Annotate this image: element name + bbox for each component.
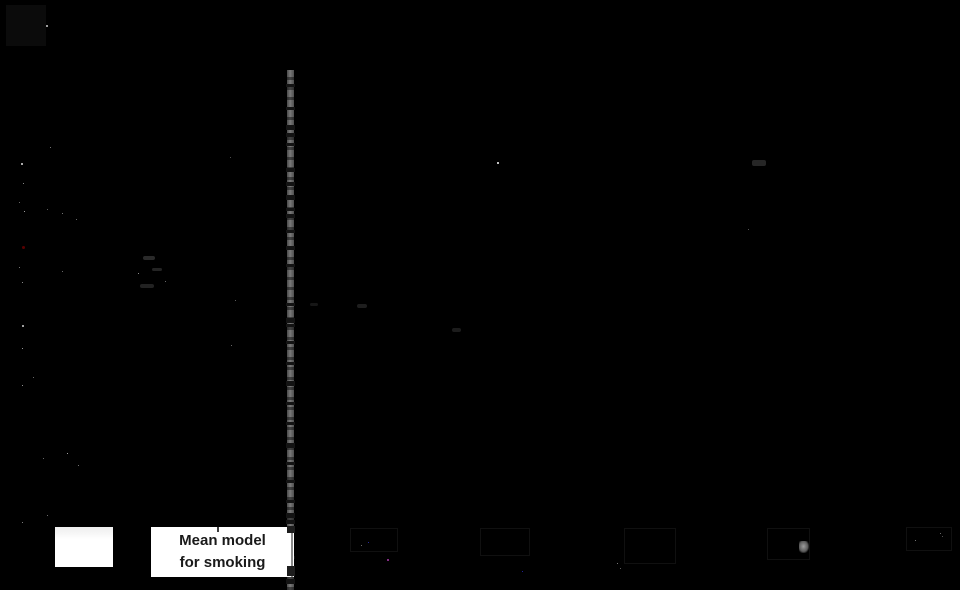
noise-speck — [22, 385, 23, 386]
timeline-tick — [286, 402, 295, 405]
noise-smudge — [310, 303, 318, 306]
timeline-tick — [286, 107, 295, 110]
noise-speck — [617, 563, 618, 564]
timeline-tick — [286, 168, 295, 172]
mean-model-node — [151, 527, 294, 577]
timeline-tick — [286, 362, 295, 365]
noise-speck — [368, 542, 369, 543]
corner-shadow-patch — [6, 5, 46, 46]
node-connector-tick — [217, 527, 219, 532]
timeline-bar — [287, 70, 294, 590]
timeline-tick — [286, 579, 295, 584]
timeline-tick — [286, 143, 295, 146]
ghost-outline-box — [480, 528, 530, 556]
gray-blob-artifact — [799, 541, 809, 553]
timeline-tick — [286, 341, 295, 344]
timeline-tick — [286, 513, 295, 518]
noise-speck — [387, 559, 389, 561]
timeline-tick — [286, 195, 295, 200]
noise-speck — [76, 219, 77, 220]
noise-smudge — [140, 284, 154, 288]
noise-speck — [67, 453, 68, 454]
timeline-tick — [286, 133, 295, 137]
noise-smudge — [357, 304, 367, 308]
noise-speck — [497, 162, 499, 164]
noise-smudge — [152, 268, 162, 271]
noise-speck — [235, 300, 236, 301]
noise-speck — [62, 213, 63, 214]
timeline-tick — [286, 246, 295, 250]
timeline-tick — [286, 214, 295, 218]
noise-speck — [940, 533, 941, 534]
noise-speck — [21, 163, 23, 165]
bar-notch-top — [287, 526, 295, 533]
noise-speck — [47, 209, 48, 210]
noise-speck — [22, 522, 23, 523]
timeline-tick — [286, 303, 295, 306]
noise-speck — [138, 273, 139, 274]
timeline-tick — [286, 125, 295, 130]
noise-speck — [361, 545, 362, 546]
bar-notch-bottom — [287, 566, 295, 576]
timeline-tick — [286, 230, 295, 233]
timeline-tick — [286, 381, 295, 386]
noise-speck — [23, 183, 24, 184]
noise-speck — [78, 465, 79, 466]
timeline-tick — [286, 318, 295, 323]
noise-speck — [165, 281, 166, 282]
noise-speck — [43, 458, 44, 459]
noise-smudge — [143, 256, 155, 260]
timeline-tick — [286, 422, 295, 425]
noise-speck — [46, 25, 48, 27]
blank-white-node — [55, 527, 113, 567]
timeline-tick — [286, 520, 295, 524]
noise-speck — [522, 571, 523, 572]
ghost-outline-box — [906, 527, 952, 551]
timeline-tick — [286, 500, 295, 503]
noise-speck — [748, 229, 749, 230]
mean-model-label-line2: for smoking — [179, 554, 266, 571]
noise-speck — [33, 377, 34, 378]
timeline-tick — [286, 208, 295, 211]
noise-smudge — [452, 328, 461, 332]
ghost-outline-box — [624, 528, 676, 564]
noise-speck — [915, 540, 916, 541]
noise-speck — [62, 271, 63, 272]
timeline-tick — [286, 264, 295, 267]
mean-model-label-line1: Mean model — [179, 532, 266, 549]
timeline-tick — [286, 84, 295, 87]
noise-speck — [22, 246, 25, 249]
noise-speck — [19, 202, 20, 203]
noise-speck — [50, 147, 51, 148]
timeline-tick — [286, 182, 295, 186]
noise-speck — [19, 267, 20, 268]
noise-speck — [230, 157, 231, 158]
timeline-tick — [286, 462, 295, 465]
timeline-tick — [286, 324, 295, 327]
noise-speck — [942, 536, 943, 537]
noise-speck — [620, 568, 621, 569]
timeline-tick — [286, 480, 295, 483]
noise-speck — [22, 325, 24, 327]
noise-speck — [231, 345, 232, 346]
noise-speck — [47, 515, 48, 516]
noise-speck — [22, 348, 23, 349]
noise-speck — [24, 211, 25, 212]
ghost-outline-box — [350, 528, 398, 552]
timeline-tick — [286, 443, 295, 448]
noise-smudge — [752, 160, 766, 166]
noise-speck — [22, 282, 23, 283]
